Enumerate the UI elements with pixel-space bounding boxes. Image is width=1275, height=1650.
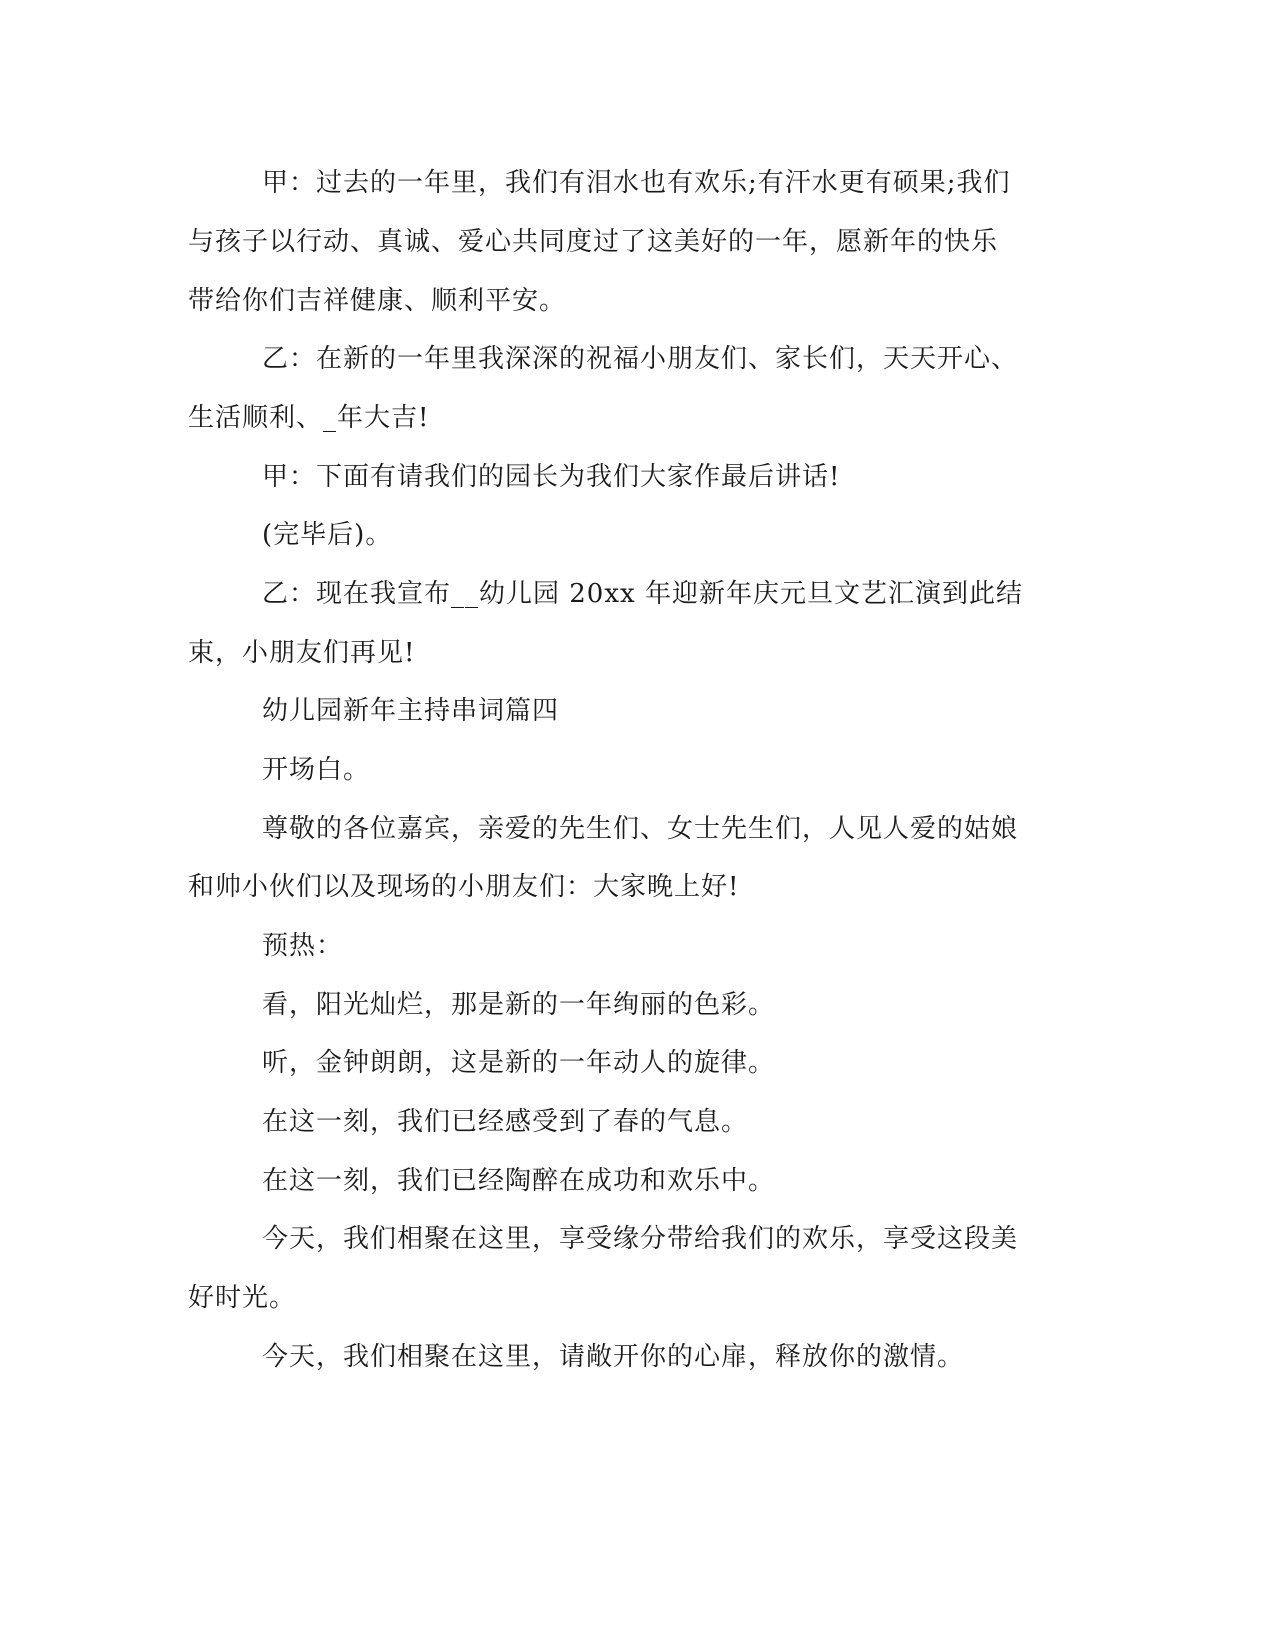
text-line: 束，小朋友们再见! <box>188 638 416 668</box>
text-line: 听，金钟朗朗，这是新的一年动人的旋律。 <box>262 1048 776 1078</box>
text-line: 乙：现在我宣布__幼儿园 20xx 年迎新年庆元旦文艺汇演到此结 <box>262 579 1023 609</box>
text-line: 尊敬的各位嘉宾，亲爱的先生们、女士先生们，人见人爱的姑娘 <box>262 814 1019 844</box>
text-line: 生活顺利、_年大吉! <box>188 403 430 433</box>
text-line: 乙：在新的一年里我深深的祝福小朋友们、家长们，天天开心、 <box>262 344 1019 374</box>
text-line: 开场白。 <box>262 755 371 785</box>
text-line: 带给你们吉祥健康、顺利平安。 <box>188 286 567 316</box>
text-line: (完毕后)。 <box>262 520 393 550</box>
section-heading: 幼儿园新年主持串词篇四 <box>262 696 560 726</box>
text-line: 甲：下面有请我们的园长为我们大家作最后讲话! <box>262 462 841 492</box>
text-line: 今天，我们相聚在这里，请敞开你的心扉，释放你的激情。 <box>262 1342 965 1372</box>
text-line: 好时光。 <box>188 1283 297 1313</box>
text-line: 在这一刻，我们已经陶醉在成功和欢乐中。 <box>262 1166 776 1196</box>
text-line: 甲：过去的一年里，我们有泪水也有欢乐;有汗水更有硕果;我们 <box>262 168 1011 198</box>
text-line: 今天，我们相聚在这里，享受缘分带给我们的欢乐，享受这段美 <box>262 1224 1019 1254</box>
text-line: 和帅小伙们以及现场的小朋友们：大家晚上好! <box>188 872 740 902</box>
text-line: 看，阳光灿烂，那是新的一年绚丽的色彩。 <box>262 990 776 1020</box>
text-line: 与孩子以行动、真诚、爱心共同度过了这美好的一年，愿新年的快乐 <box>188 227 999 257</box>
text-line: 预热： <box>262 931 344 961</box>
text-line: 在这一刻，我们已经感受到了春的气息。 <box>262 1107 749 1137</box>
